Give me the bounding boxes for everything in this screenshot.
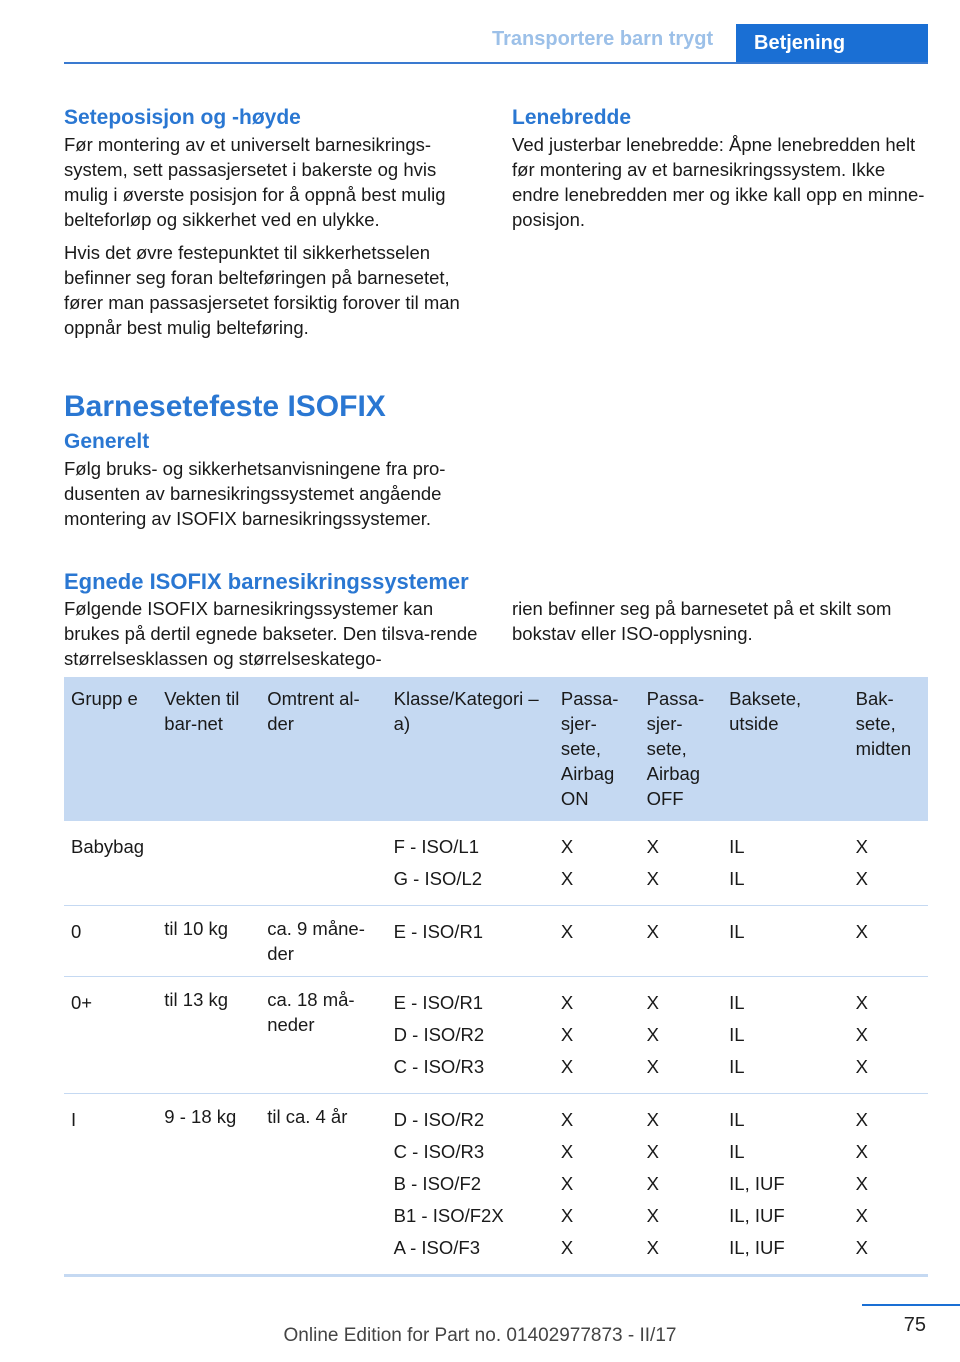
table-cell-line: IL [729,1141,745,1162]
table-header-cell: Baksete, utside [729,688,802,734]
table-cell-mid [849,821,928,906]
table-cell-mid [849,977,928,1094]
paragraph-suitable-left-wrap [64,596,482,679]
table-cell-line: X [646,1205,659,1226]
table-cell-cls [387,977,554,1094]
left-column-seat [64,104,482,348]
table-header-cell: Omtrent al-der [267,688,360,734]
table-cell-line: IL, IUF [729,1205,785,1226]
heading-generelt: Generelt [64,430,150,453]
right-column-lene [512,104,930,240]
table-cell-age: til ca. 4 år [267,1106,348,1127]
heading-isofix: Barnesetefeste ISOFIX [64,390,386,423]
table-cell-on [554,1094,640,1276]
table-cell-line: B - ISO/F2 [393,1173,482,1194]
table-cell-line: E - ISO/R1 [393,992,484,1013]
table-cell-line: X [560,1237,574,1258]
table-cell-line: X [646,1056,659,1077]
table-cell-weight [157,821,260,906]
paragraph-suitable-right-wrap [512,596,930,654]
page-number: 75 [903,1314,926,1336]
table-header-row [64,677,928,821]
table-cell-line: X [855,1056,868,1077]
isofix-section [64,390,482,539]
table-cell-line: X [560,1024,574,1045]
table-cell-weight: til 13 kg [164,989,229,1010]
table-cell-outer [722,906,848,977]
table-cell-line: X [855,1237,868,1258]
table-row [64,1094,928,1276]
table-cell-line: IL [729,868,745,889]
header-rule [64,62,928,64]
table-cell-line: X [560,1056,574,1077]
table-cell-line: IL, IUF [729,1237,785,1258]
table-cell-line: X [855,836,868,857]
table-cell-on [554,906,640,977]
table-cell-line: C - ISO/R3 [393,1056,485,1077]
table-cell-line: X [855,1024,868,1045]
table-cell-line: IL [729,1109,745,1130]
table-cell-line: B1 - ISO/F2X [393,1205,504,1226]
table-cell-off [640,821,723,906]
table-cell-weight: til 10 kg [164,918,229,939]
header-tab-chapter: Betjening [736,24,928,62]
table-cell-line: E - ISO/R1 [393,921,484,942]
header-tab-section: Transportere barn trygt [492,28,714,50]
table-cell-line: D - ISO/R2 [393,1109,485,1130]
table-cell-outer [722,821,848,906]
heading-suitable-wrap [64,568,504,596]
table-cell-line: IL [729,921,745,942]
table-row [64,977,928,1094]
table-cell-off [640,977,723,1094]
table-cell-line: IL, IUF [729,1173,785,1194]
table-cell-line: X [855,868,868,889]
table-cell-line: IL [729,1056,745,1077]
table-cell-line: IL [729,1024,745,1045]
table-cell-group: I [71,1109,77,1130]
paragraph-generelt: Følg bruks- og sikkerhetsanvisningene fra pro-dusenten av barnesikringssystemet angående montering av ISOFIX barnesikringssystemer. [64,458,446,529]
table-row [64,821,928,906]
table-row [64,906,928,977]
table-cell-line: X [560,1109,574,1130]
heading-suitable-isofix: Egnede ISOFIX barnesikringssystemer [64,569,469,594]
heading-seat-position: Seteposisjon og -høyde [64,106,301,129]
heading-lenebredde: Lenebredde [512,106,632,129]
footer-edition: Online Edition for Part no. 01402977873 - II/17 [283,1325,677,1346]
table-cell-line: IL [729,836,745,857]
table-cell-line: X [855,1205,868,1226]
table-cell-line: X [855,1173,868,1194]
table-header-cell: Passa-sjer-sete, Airbag OFF [646,688,705,809]
table-cell-line: X [560,868,574,889]
table-cell-line: X [560,1205,574,1226]
table-cell-line: X [646,1237,659,1258]
table-header-cell: Klasse/Kategori – a) [393,688,539,734]
table-cell-outer [722,1094,848,1276]
table-cell-line: X [855,1109,868,1130]
table-header-cell: Grupp e [71,688,138,709]
table-cell-on [554,821,640,906]
table-cell-line: X [646,1024,659,1045]
paragraph-seat-1: Før montering av et universelt barnesikrings-system, sett passasjersetet i bakerste og hvis mulig i øverste posisjon for å oppnå best mulig belteforløp og sikkerhet ved en ulykke. [64,134,446,230]
table-cell-line: X [560,1173,574,1194]
table-cell-cls [387,906,554,977]
table-cell-line: IL [729,992,745,1013]
table-cell-line: X [855,1141,868,1162]
table-cell-group: 0+ [71,992,93,1013]
page-number-rule [862,1304,960,1306]
table-cell-mid [849,1094,928,1276]
table-cell-line: G - ISO/L2 [393,868,483,889]
table-header-cell: Passa-sjer-sete, Airbag ON [560,688,619,809]
paragraph-seat-2: Hvis det øvre festepunktet til sikkerhetsselen befinner seg foran belteføringen på barnesetet, fører man passasjersetet forsiktig forover til man oppnår best mulig belteføring. [64,242,460,338]
isofix-table [64,677,928,1277]
table-cell-line: F - ISO/L1 [393,836,479,857]
table-cell-cls [387,1094,554,1276]
table-cell-age: ca. 9 måne-der [267,918,365,964]
table-cell-line: X [855,992,868,1013]
table-cell-line: X [646,868,659,889]
table-cell-line: C - ISO/R3 [393,1141,485,1162]
paragraph-suitable-left: Følgende ISOFIX barnesikringssystemer kan brukes på dertil egnede bakseter. Den tilsva-rende størrelsesklassen og størrelseskatego- [64,598,478,669]
table-header-cell: Vekten til bar-net [164,688,240,734]
table-cell-line: X [646,921,659,942]
table-cell-line: X [646,1141,659,1162]
paragraph-suitable-right: rien befinner seg på barnesetet på et skilt som bokstav eller ISO-opplysning. [512,598,892,644]
table-cell-line: X [646,992,659,1013]
table-cell-on [554,977,640,1094]
table-cell-line: X [560,836,574,857]
table-cell-group: 0 [71,921,82,942]
table-cell-weight: 9 - 18 kg [164,1106,237,1127]
table-cell-off [640,1094,723,1276]
table-cell-line: X [560,1141,574,1162]
table-cell-line: X [560,992,574,1013]
table-cell-line: X [646,836,659,857]
table-cell-age: ca. 18 må-neder [267,989,355,1035]
table-header-cell: Bak-sete, midten [855,688,912,759]
table-cell-age [260,821,386,906]
table-cell-line: X [560,921,574,942]
table-cell-off [640,906,723,977]
table-cell-line: X [646,1109,659,1130]
table-cell-line: X [646,1173,659,1194]
table-cell-group: Babybag [71,836,145,857]
paragraph-lenebredde: Ved justerbar lenebredde: Åpne lenebredden helt før montering av et barnesikringssystem. Ikke endre lenebredden mer og ikke kall opp en minne-posisjon. [512,134,925,230]
table-cell-line: D - ISO/R2 [393,1024,485,1045]
table-cell-line: X [855,921,868,942]
table-cell-mid [849,906,928,977]
table-cell-line: A - ISO/F3 [393,1237,481,1258]
table-cell-outer [722,977,848,1094]
table-cell-cls [387,821,554,906]
